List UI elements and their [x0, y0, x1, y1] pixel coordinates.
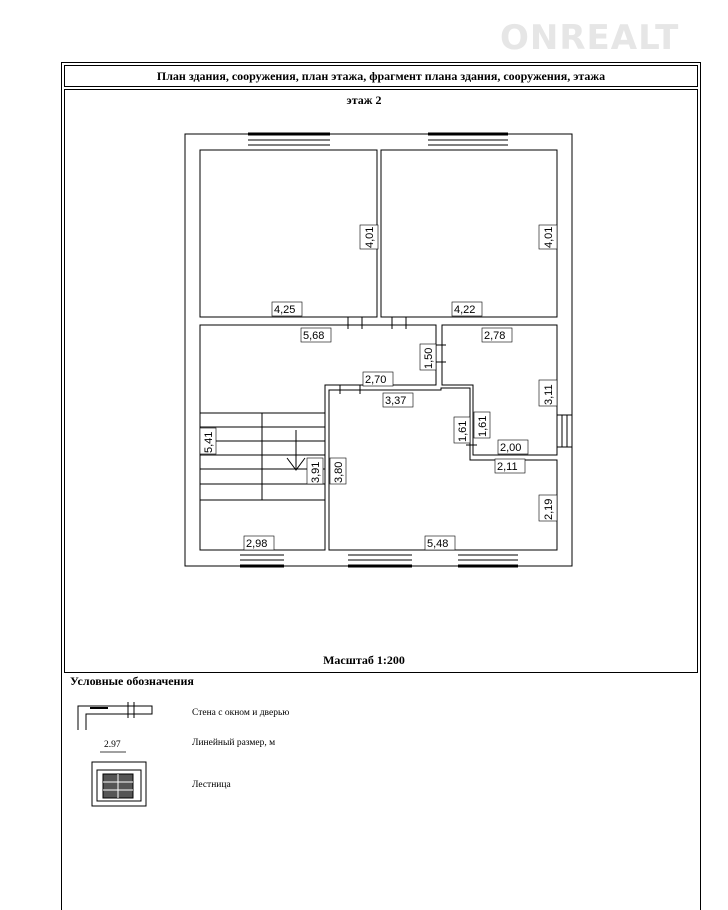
- legend-wall-label: Стена с окном и дверью: [192, 708, 290, 718]
- stair-arrow: [287, 430, 305, 470]
- window-bottom-right: [458, 555, 518, 566]
- dim-4-22: 4,22: [454, 304, 476, 316]
- outer-wall: [185, 134, 572, 566]
- watermark-logo: ONREALT: [500, 18, 680, 58]
- dimension-labels: [200, 225, 557, 550]
- dim-2-00: 2,00: [500, 442, 522, 454]
- dim-4-25: 4,25: [274, 304, 296, 316]
- legend-stair-label: Лестница: [192, 780, 231, 790]
- dim-5-68: 5,68: [303, 330, 325, 342]
- legend-title: Условные обозначения: [70, 674, 194, 688]
- room-top-right: [381, 150, 557, 317]
- dim-3-80: 3,80: [333, 461, 345, 483]
- dim-3-37: 3,37: [385, 395, 407, 407]
- dim-3-91: 3,91: [310, 461, 322, 483]
- window-top-left: [248, 134, 330, 145]
- window-top-right: [428, 134, 508, 145]
- dim-2-78: 2,78: [484, 330, 506, 342]
- dim-2-70: 2,70: [365, 374, 387, 386]
- window-bottom-mid: [348, 555, 412, 566]
- dim-4-01-right: 4,01: [543, 226, 555, 248]
- legend-stair-symbol: [92, 762, 146, 806]
- dim-2-11: 2,11: [497, 461, 518, 473]
- dim-1-50: 1,50: [423, 347, 435, 369]
- dim-3-11: 3,11: [543, 384, 555, 405]
- legend-dimension-label: Линейный размер, м: [192, 738, 276, 748]
- floor-label: этаж 2: [346, 93, 382, 107]
- room-hall: [200, 325, 436, 550]
- window-right: [557, 415, 572, 447]
- dim-1-61-left: 1,61: [457, 420, 469, 442]
- dim-1-61-right: 1,61: [477, 415, 489, 437]
- dim-5-41: 5,41: [203, 431, 215, 453]
- dim-4-01-left: 4,01: [364, 226, 376, 248]
- legend-wall-symbol: [78, 702, 152, 730]
- legend-dimension-sample: 2.97: [104, 740, 121, 750]
- window-bottom-left: [240, 555, 284, 566]
- dim-5-48: 5,48: [427, 538, 449, 550]
- dim-2-19: 2,19: [543, 498, 555, 520]
- dim-2-98: 2,98: [246, 538, 268, 550]
- plan-title: План здания, сооружения, план этажа, фрагмент плана здания, сооружения, этажа: [64, 65, 698, 87]
- scale-label: Масштаб 1:200: [323, 653, 405, 667]
- room-top-left: [200, 150, 377, 317]
